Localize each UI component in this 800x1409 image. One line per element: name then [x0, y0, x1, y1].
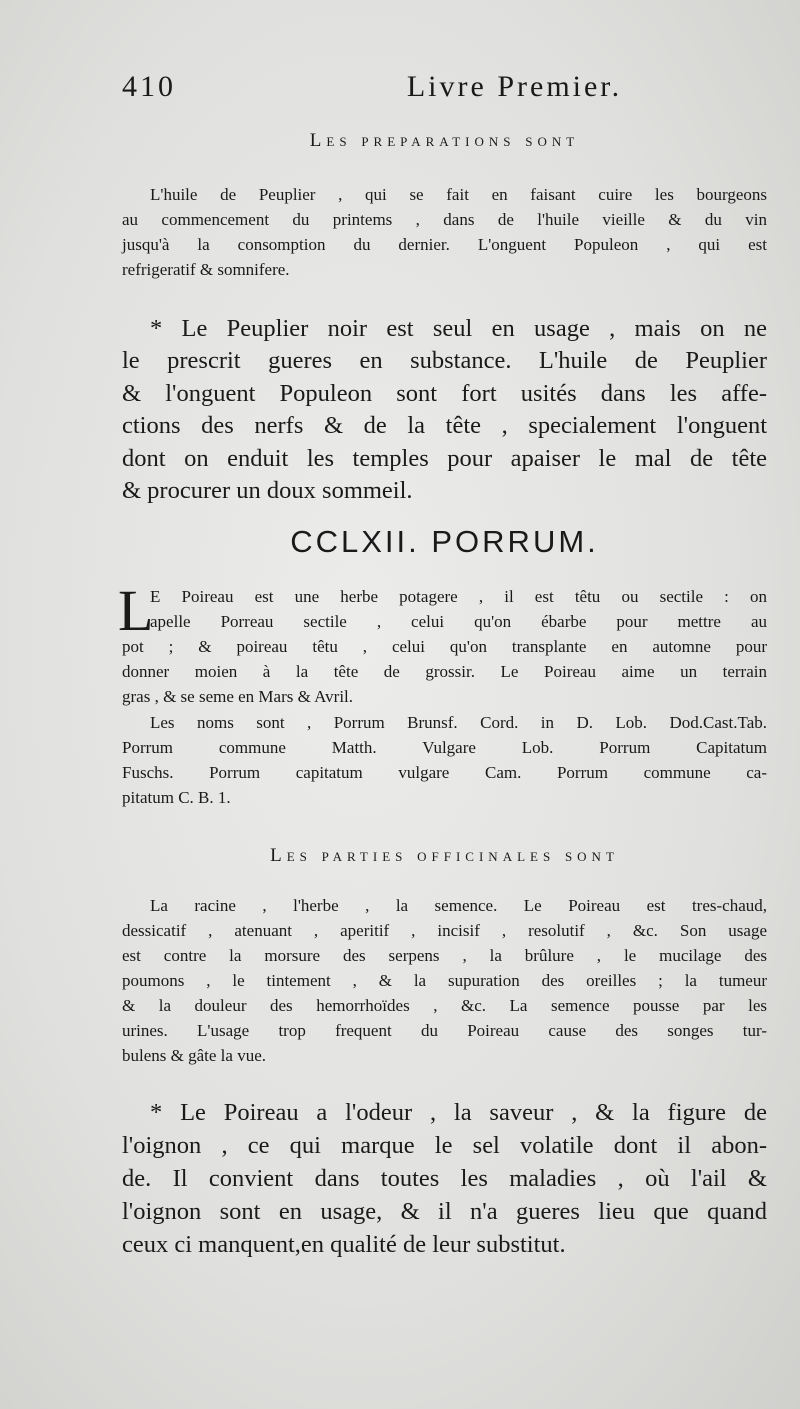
- intro-line: E Poireau est une herbe potagere , il est têtu ou sectile : on: [150, 587, 767, 606]
- note-line: de. Il convient dans toutes les maladies , où l'ail &: [122, 1165, 767, 1192]
- intro-line: pot ; & poireau têtu , celui qu'on transplante en automne pour: [122, 637, 767, 656]
- section-heading-preparations: Les preparations sont: [309, 130, 580, 151]
- parts-line: & la douleur des hemorrhoïdes , &c. La semence pousse par les: [122, 996, 767, 1015]
- names-line: Porrum commune Matth. Vulgare Lob. Porrum Capitatum: [122, 738, 767, 757]
- note-line: & procurer un doux sommeil.: [122, 477, 413, 504]
- running-head: [122, 70, 767, 110]
- prep-line: L'huile de Peuplier , qui se fait en faisant cuire les bourgeons: [150, 185, 767, 204]
- parts-line: La racine , l'herbe , la semence. Le Poireau est tres-chaud,: [150, 896, 767, 915]
- note-line: le prescrit gueres en substance. L'huile de Peuplier: [122, 347, 767, 374]
- note-line: * Le Poireau a l'odeur , la saveur , & la figure de: [150, 1099, 767, 1126]
- drop-cap: L: [118, 578, 154, 643]
- names-line: pitatum C. B. 1.: [122, 788, 231, 807]
- parts-line: dessicatif , atenuant , aperitif , incisif , resolutif , &c. Son usage: [122, 921, 767, 940]
- parts-line: poumons , le tintement , & la supuration des oreilles ; la tumeur: [122, 971, 767, 990]
- prep-line: au commencement du printems , dans de l'huile vieille & du vin: [122, 210, 767, 229]
- note-line: & l'onguent Populeon sont fort usités dans les affe-: [122, 380, 767, 407]
- names-line: Fuschs. Porrum capitatum vulgare Cam. Porrum commune ca-: [122, 763, 767, 782]
- names-line: Les noms sont , Porrum Brunsf. Cord. in D. Lob. Dod.Cast.Tab.: [150, 713, 767, 732]
- prep-line: refrigeratif & somnifere.: [122, 260, 290, 279]
- intro-line: donner moien à la tête de grossir. Le Poireau aime un terrain: [122, 662, 767, 681]
- intro-line: apelle Porreau sectile , celui qu'on ébarbe pour mettre au: [150, 612, 767, 631]
- chapter-title: CCLXII. PORRUM.: [290, 524, 599, 559]
- parts-line: est contre la morsure des serpens , la brûlure , le mucilage des: [122, 946, 767, 965]
- running-title: Livre Premier.: [406, 70, 623, 103]
- section-heading-parties: Les parties officinales sont: [270, 845, 619, 866]
- page-number: 410: [122, 70, 176, 103]
- note-line: * Le Peuplier noir est seul en usage , mais on ne: [150, 315, 767, 342]
- intro-line: gras , & se seme en Mars & Avril.: [122, 687, 354, 706]
- note-line: ctions des nerfs & de la tête , specialement l'onguent: [122, 412, 767, 439]
- note-line: l'oignon sont en usage, & il n'a gueres lieu que quand: [122, 1198, 767, 1225]
- prep-line: jusqu'à la consomption du dernier. L'onguent Populeon , qui est: [122, 235, 767, 254]
- parts-line: urines. L'usage trop frequent du Poireau cause des songes tur-: [122, 1021, 767, 1040]
- parts-line: bulens & gâte la vue.: [122, 1046, 266, 1065]
- note-line: ceux ci manquent,en qualité de leur substitut.: [122, 1231, 566, 1258]
- note-line: l'oignon , ce qui marque le sel volatile dont il abon-: [122, 1132, 767, 1159]
- note-line: dont on enduit les temples pour apaiser le mal de tête: [122, 445, 767, 472]
